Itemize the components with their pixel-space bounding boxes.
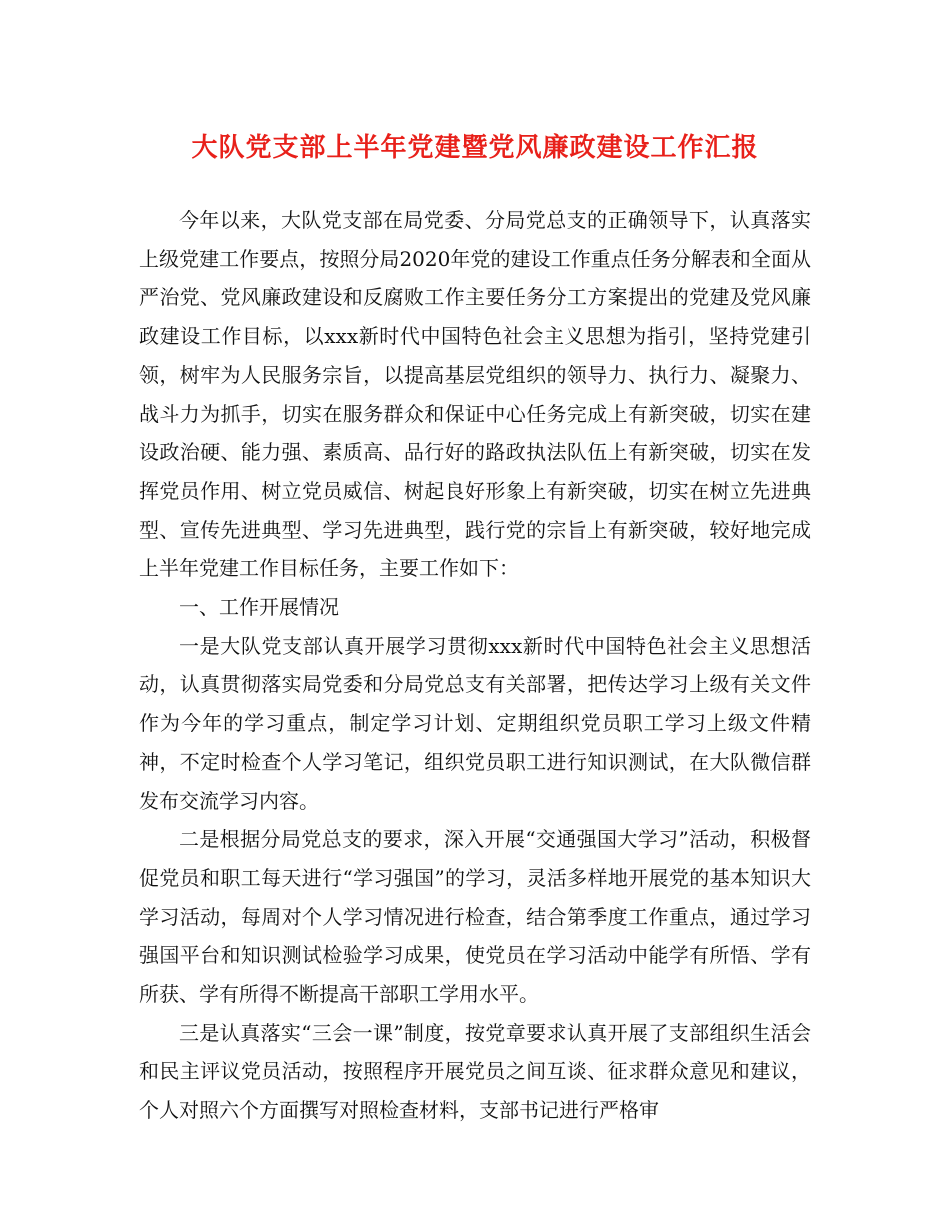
paragraph-item-one: 一是大队党支部认真开展学习贯彻xxx新时代中国特色社会主义思想活动，认真贯彻落实局党委和分局党总支有关部署，把传达学习上级有关文件作为今年的学习重点，制定学习计划、定期组织党员职工学习上级文件精神，不定时检查个人学习笔记，组织党员职工进行知识测试，在大队微信群发布交流学习内容。: [139, 633, 811, 813]
document-body: [139, 201, 811, 1130]
paragraph-intro: 今年以来，大队党支部在局党委、分局党总支的正确领导下，认真落实上级党建工作要点，按照分局2020年党的建设工作重点任务分解表和全面从严治党、党风廉政建设和反腐败工作主要任务分工方案提出的党建及党风廉政建设工作目标，以xxx新时代中国特色社会主义思想为指引，坚持党建引领，树牢为人民服务宗旨，以提高基层党组织的领导力、执行力、凝聚力、战斗力为抓手，切实在服务群众和保证中心任务完成上有新突破，切实在建设政治硬、能力强、素质高、品行好的路政执法队伍上有新突破，切实在发挥党员作用、树立党员威信、树起良好形象上有新突破，切实在树立先进典型、宣传先进典型、学习先进典型，践行党的宗旨上有新突破，较好地完成上半年党建工作目标任务，主要工作如下：: [139, 208, 811, 581]
paragraph-item-three: 三是认真落实“三会一课”制度，按党章要求认真开展了支部组织生活会和民主评议党员活动，按照程序开展党员之间互谈、征求群众意见和建议，个人对照六个方面撰写对照检查材料，支部书记进行严格审: [139, 1020, 811, 1123]
document-title: 大队党支部上半年党建暨党风廉政建设工作汇报: [191, 133, 759, 163]
paragraph-item-two: 二是根据分局党总支的要求，深入开展“交通强国大学习”活动，积极督促党员和职工每天进行“学习强国”的学习，灵活多样地开展党的基本知识大学习活动，每周对个人学习情况进行检查，结合第季度工作重点，通过学习强国平台和知识测试检验学习成果，使党员在学习活动中能学有所悟、学有所获、学有所得不断提高干部职工学用水平。: [139, 827, 811, 1007]
section-heading-work-status: 一、工作开展情况: [179, 595, 339, 620]
